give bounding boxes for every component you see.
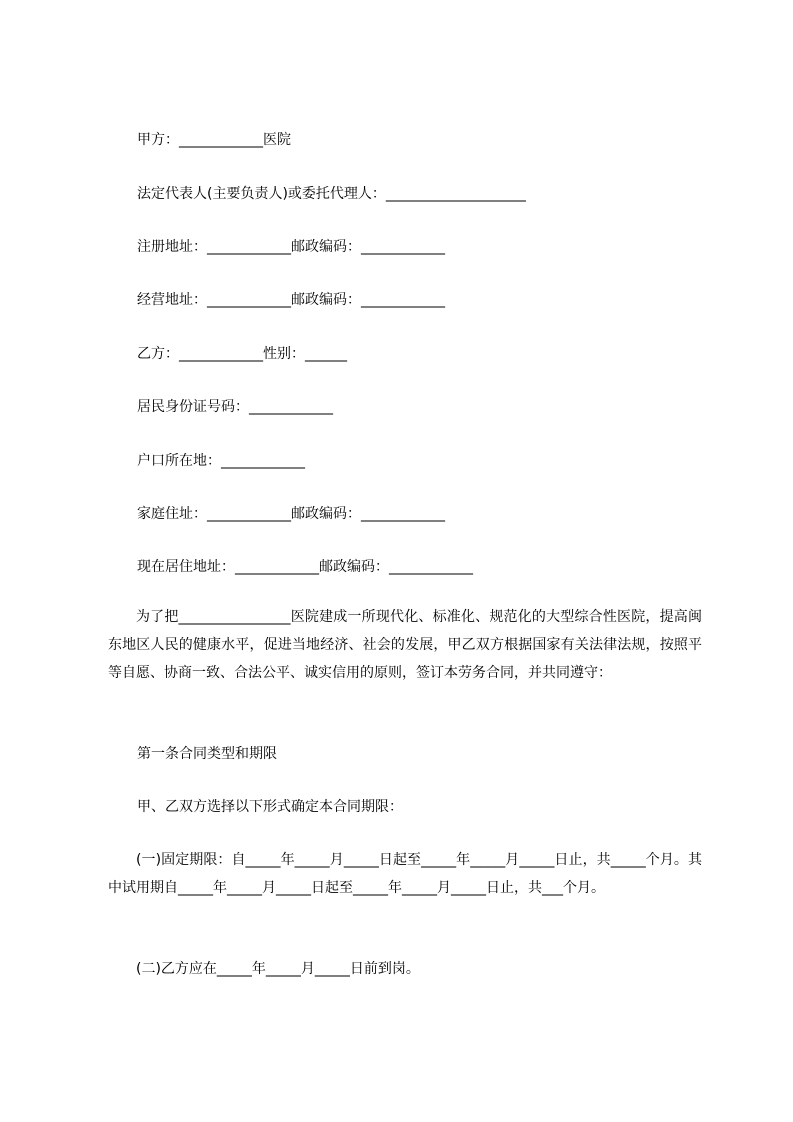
article-1-item-2: (二)乙方应在_____年_____月_____日前到岗。 [136,961,420,977]
party-b-name: 乙方：____________性别：______ [137,346,347,362]
article-1-intro: 甲、乙双方选择以下形式确定本合同期限： [137,799,403,815]
party-a-name: 甲方：____________医院 [137,132,291,148]
party-a-legal-rep: 法定代表人(主要负责人)或委托代理人：____________________ [137,186,526,202]
party-b-hukou: 户口所在地：____________ [137,453,305,469]
preamble-paragraph: 为了把________________医院建成一所现代化、标准化、规范化的大型综合性医院，提高闽东地区人民的健康水平，促进当地经济、社会的发展，甲乙双方根据国家有关法律法规，按照平等自愿、协商一致、合法公平、诚实信用的原则，签订本劳务合同，并共同遵守： [108,609,702,681]
article-1-title: 第一条合同类型和期限 [137,746,277,762]
party-b-current-address: 现在居住地址：____________邮政编码：____________ [137,559,473,575]
party-b-id-number: 居民身份证号码：____________ [137,399,333,415]
party-a-reg-address: 注册地址：____________邮政编码：____________ [137,239,445,255]
party-b-home-address: 家庭住址：____________邮政编码：____________ [137,506,445,522]
party-a-biz-address: 经营地址：____________邮政编码：____________ [137,292,445,308]
article-1-item-1: (一)固定期限：自_____年_____月_____日起至_____年_____月_____日止，共_____个月。其中试用期自_____年_____月_____日起至_____年_____月_____日止，共___个月。 [108,852,702,896]
